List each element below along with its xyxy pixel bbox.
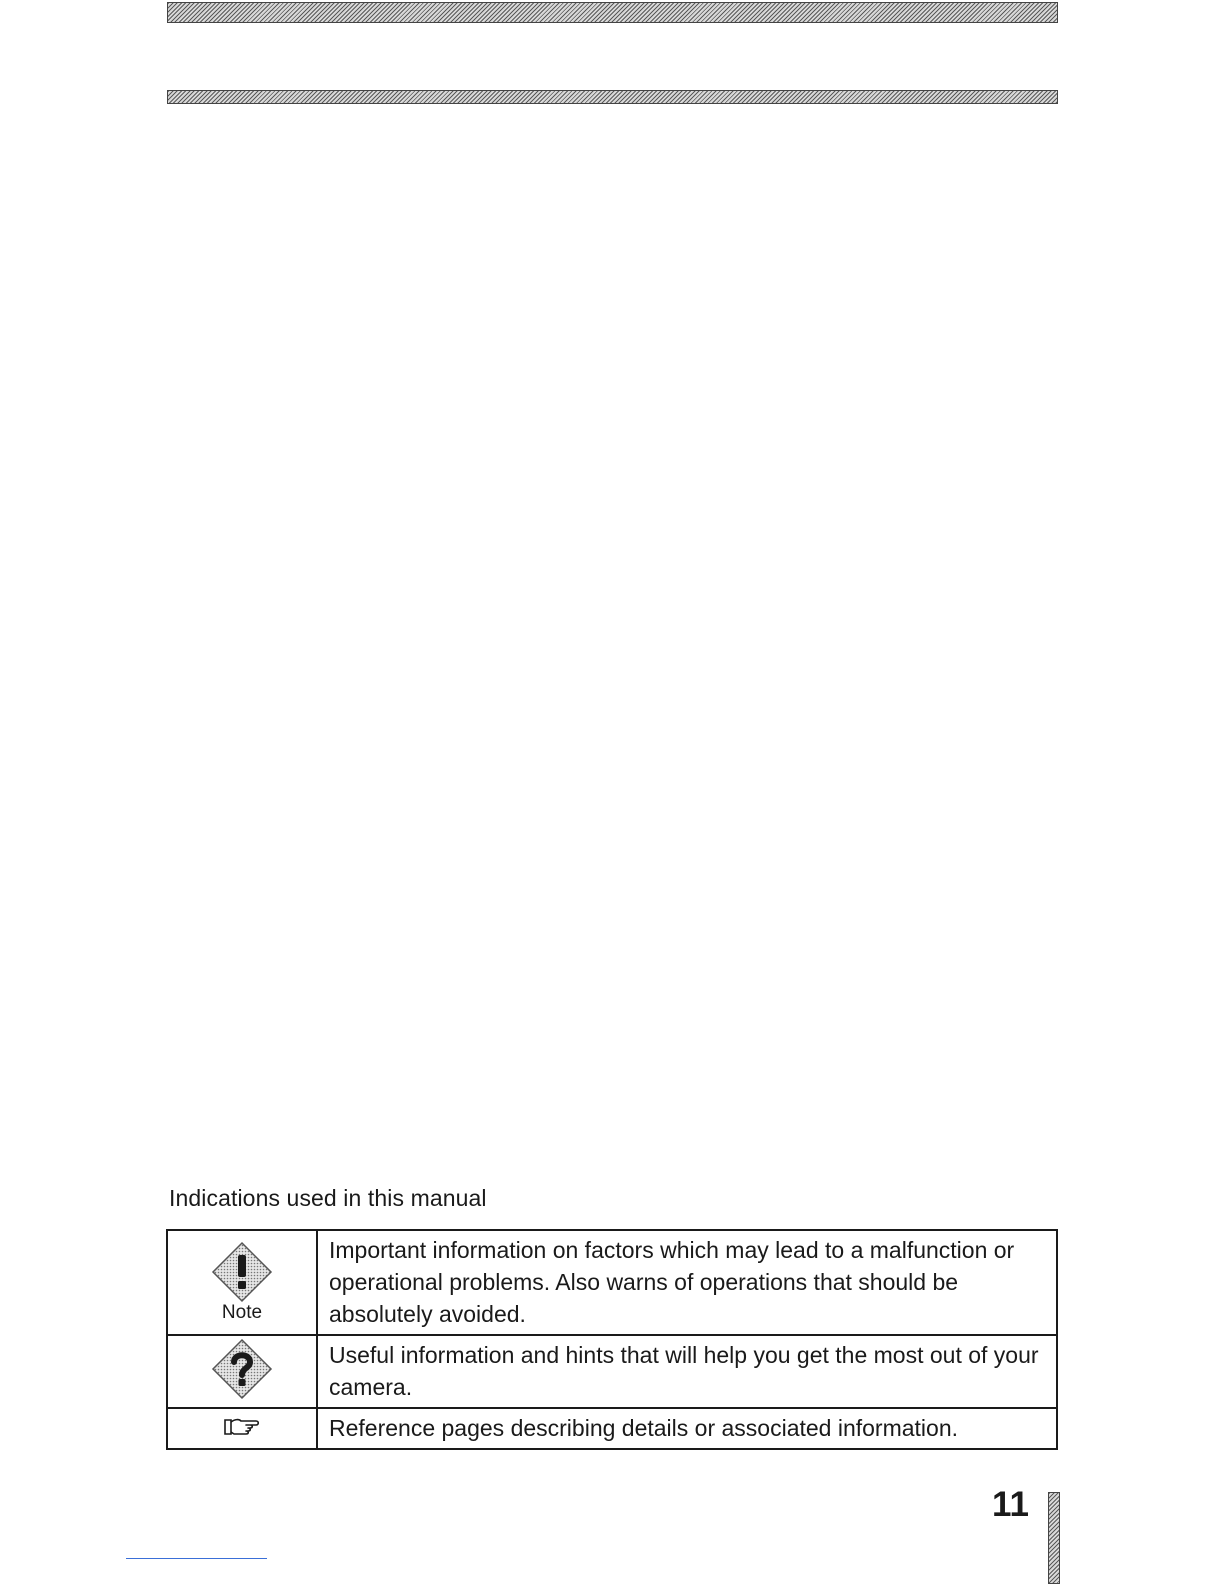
header-decorative-bar-thin	[167, 90, 1058, 104]
indications-table	[166, 1229, 1058, 1450]
note-label: Note	[221, 1302, 263, 1323]
table-row	[167, 1408, 1057, 1449]
footer-link-underline	[126, 1558, 267, 1559]
icon-cell	[167, 1408, 317, 1449]
page-number: 11	[992, 1485, 1029, 1524]
icon-cell	[167, 1335, 317, 1408]
description-cell: Useful information and hints that will help you get the most out of your camera.	[317, 1335, 1057, 1408]
description-cell: Important information on factors which may lead to a malfunction or operational problems. Also warns of operations that should be absolutely avoided.	[317, 1230, 1057, 1335]
exclamation-diamond-icon	[211, 1241, 273, 1303]
table-row	[167, 1230, 1057, 1335]
description-cell: Reference pages describing details or associated information.	[317, 1408, 1057, 1449]
chapter-side-tab	[1048, 1492, 1060, 1584]
pointing-hand-icon	[222, 1415, 262, 1437]
question-diamond-icon	[211, 1338, 273, 1400]
table-row	[167, 1335, 1057, 1408]
section-caption: Indications used in this manual	[169, 1185, 487, 1211]
header-decorative-bar	[167, 2, 1058, 23]
icon-cell	[167, 1230, 317, 1335]
